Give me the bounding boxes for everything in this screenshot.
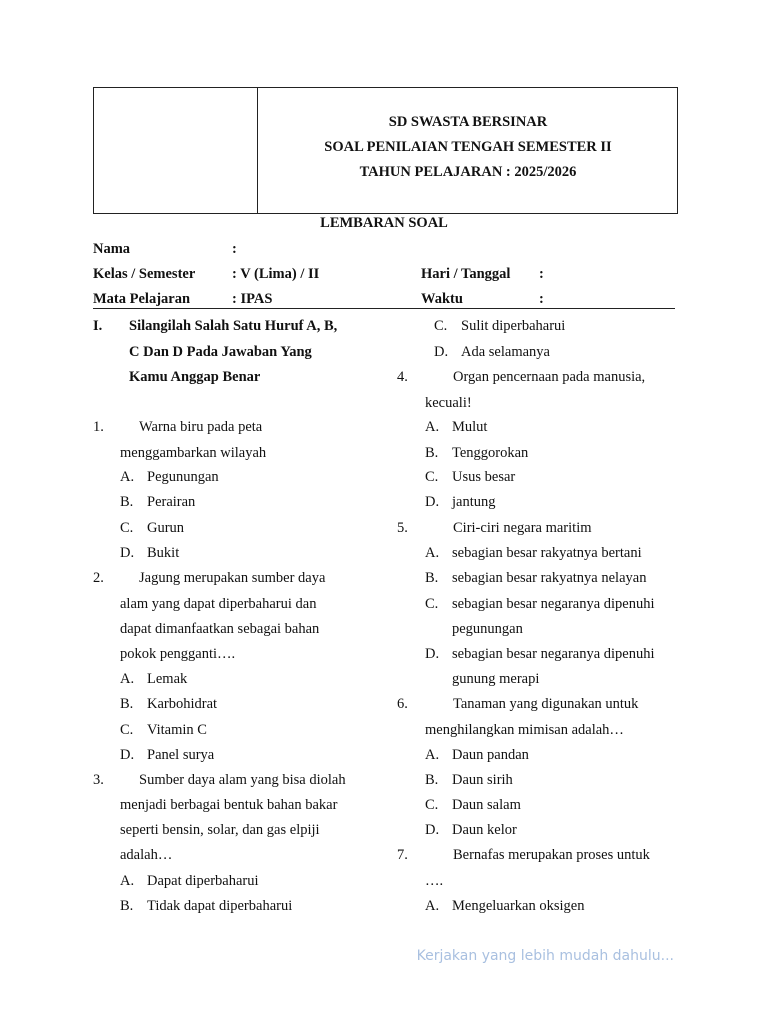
option-text: sebagian besar negaranya dipenuhi — [452, 596, 655, 612]
kelas-value: : V (Lima) / II — [232, 266, 320, 282]
nama-value: : — [232, 241, 237, 257]
question-number: 2. — [93, 570, 104, 586]
question-number: 3. — [93, 772, 104, 788]
question-text: menjadi berbagai bentuk bahan bakar — [120, 797, 338, 813]
question-text: alam yang dapat diperbaharui dan — [120, 596, 317, 612]
option-text: Tidak dapat diperbaharui — [147, 898, 293, 914]
option-letter: D. — [434, 344, 449, 360]
question-text: Tanaman yang digunakan untuk — [453, 696, 639, 712]
instruction-line: C Dan D Pada Jawaban Yang — [129, 344, 312, 360]
option-text: pegunungan — [452, 621, 523, 637]
option-text: Daun kelor — [452, 822, 517, 838]
option-letter: C. — [434, 318, 448, 334]
option-text: Mengeluarkan oksigen — [452, 898, 585, 914]
hari-label: Hari / Tanggal — [421, 266, 511, 282]
instruction-line: Silangilah Salah Satu Huruf A, B, — [129, 318, 338, 334]
question-text: Jagung merupakan sumber daya — [139, 570, 326, 586]
option-letter: A. — [425, 747, 440, 763]
option-letter: D. — [425, 494, 440, 510]
option-text: Sulit diperbaharui — [461, 318, 566, 334]
option-letter: C. — [425, 797, 439, 813]
option-letter: D. — [120, 747, 135, 763]
instruction-line: Kamu Anggap Benar — [129, 369, 261, 385]
option-text: Daun salam — [452, 797, 521, 813]
option-text: Daun sirih — [452, 772, 513, 788]
info-divider — [93, 308, 675, 309]
question-text: adalah… — [120, 847, 173, 863]
question-text: …. — [425, 873, 444, 889]
option-text: gunung merapi — [452, 671, 540, 687]
option-text: Usus besar — [452, 469, 516, 485]
option-text: sebagian besar rakyatnya nelayan — [452, 570, 647, 586]
mapel-value: : IPAS — [232, 291, 273, 307]
option-text: sebagian besar rakyatnya bertani — [452, 545, 642, 561]
option-letter: A. — [120, 469, 135, 485]
option-text: sebagian besar negaranya dipenuhi — [452, 646, 655, 662]
question-text: Warna biru pada peta — [139, 419, 263, 435]
question-text: seperti bensin, solar, dan gas elpiji — [120, 822, 320, 838]
option-letter: C. — [425, 469, 439, 485]
question-number: 5. — [397, 520, 408, 536]
option-text: Daun pandan — [452, 747, 529, 763]
option-text: Karbohidrat — [147, 696, 218, 712]
option-letter: D. — [120, 545, 135, 561]
nama-label: Nama — [93, 241, 131, 257]
question-text: kecuali! — [425, 395, 472, 411]
option-letter: C. — [425, 596, 439, 612]
option-letter: A. — [425, 419, 440, 435]
option-letter: C. — [120, 722, 134, 738]
option-letter: B. — [425, 772, 439, 788]
waktu-label: Waktu — [421, 291, 463, 307]
question-number: 6. — [397, 696, 408, 712]
option-text: Panel surya — [147, 747, 215, 763]
header-divider — [257, 87, 258, 214]
option-letter: A. — [425, 545, 440, 561]
kelas-label: Kelas / Semester — [93, 266, 196, 282]
question-text: dapat dimanfaatkan sebagai bahan — [120, 621, 320, 637]
footer-note: Kerjakan yang lebih mudah dahulu... — [416, 948, 674, 964]
option-letter: B. — [120, 898, 134, 914]
option-letter: A. — [120, 671, 135, 687]
exam-title: SOAL PENILAIAN TENGAH SEMESTER II — [324, 139, 612, 155]
academic-year: TAHUN PELAJARAN : 2025/2026 — [359, 164, 577, 180]
option-letter: B. — [120, 696, 134, 712]
option-text: Pegunungan — [147, 469, 219, 485]
option-text: Lemak — [147, 671, 188, 687]
option-letter: A. — [425, 898, 440, 914]
option-letter: C. — [120, 520, 134, 536]
question-text: menggambarkan wilayah — [120, 445, 267, 461]
option-text: Mulut — [452, 419, 488, 435]
mapel-label: Mata Pelajaran — [93, 291, 191, 307]
option-letter: D. — [425, 822, 440, 838]
option-text: Ada selamanya — [461, 344, 550, 360]
option-text: Vitamin C — [147, 722, 207, 738]
option-letter: D. — [425, 646, 440, 662]
question-number: 7. — [397, 847, 408, 863]
option-text: Bukit — [147, 545, 180, 561]
question-number: 1. — [93, 419, 104, 435]
hari-value: : — [539, 266, 544, 282]
question-text: Organ pencernaan pada manusia, — [453, 369, 646, 385]
question-text: Bernafas merupakan proses untuk — [453, 847, 650, 863]
question-text: Ciri-ciri negara maritim — [453, 520, 592, 536]
question-text: Sumber daya alam yang bisa diolah — [139, 772, 346, 788]
waktu-value: : — [539, 291, 544, 307]
option-text: jantung — [452, 494, 496, 510]
option-text: Gurun — [147, 520, 185, 536]
question-text: pokok pengganti…. — [120, 646, 236, 662]
option-text: Tenggorokan — [452, 445, 529, 461]
option-letter: A. — [120, 873, 135, 889]
option-letter: B. — [425, 445, 439, 461]
option-text: Dapat diperbaharui — [147, 873, 259, 889]
school-name: SD SWASTA BERSINAR — [388, 114, 548, 130]
sheet-title: LEMBARAN SOAL — [320, 215, 448, 231]
option-letter: B. — [425, 570, 439, 586]
option-text: Perairan — [147, 494, 196, 510]
question-number: 4. — [397, 369, 408, 385]
section-number: I. — [93, 318, 103, 334]
option-letter: B. — [120, 494, 134, 510]
question-text: menghilangkan mimisan adalah… — [425, 722, 624, 738]
